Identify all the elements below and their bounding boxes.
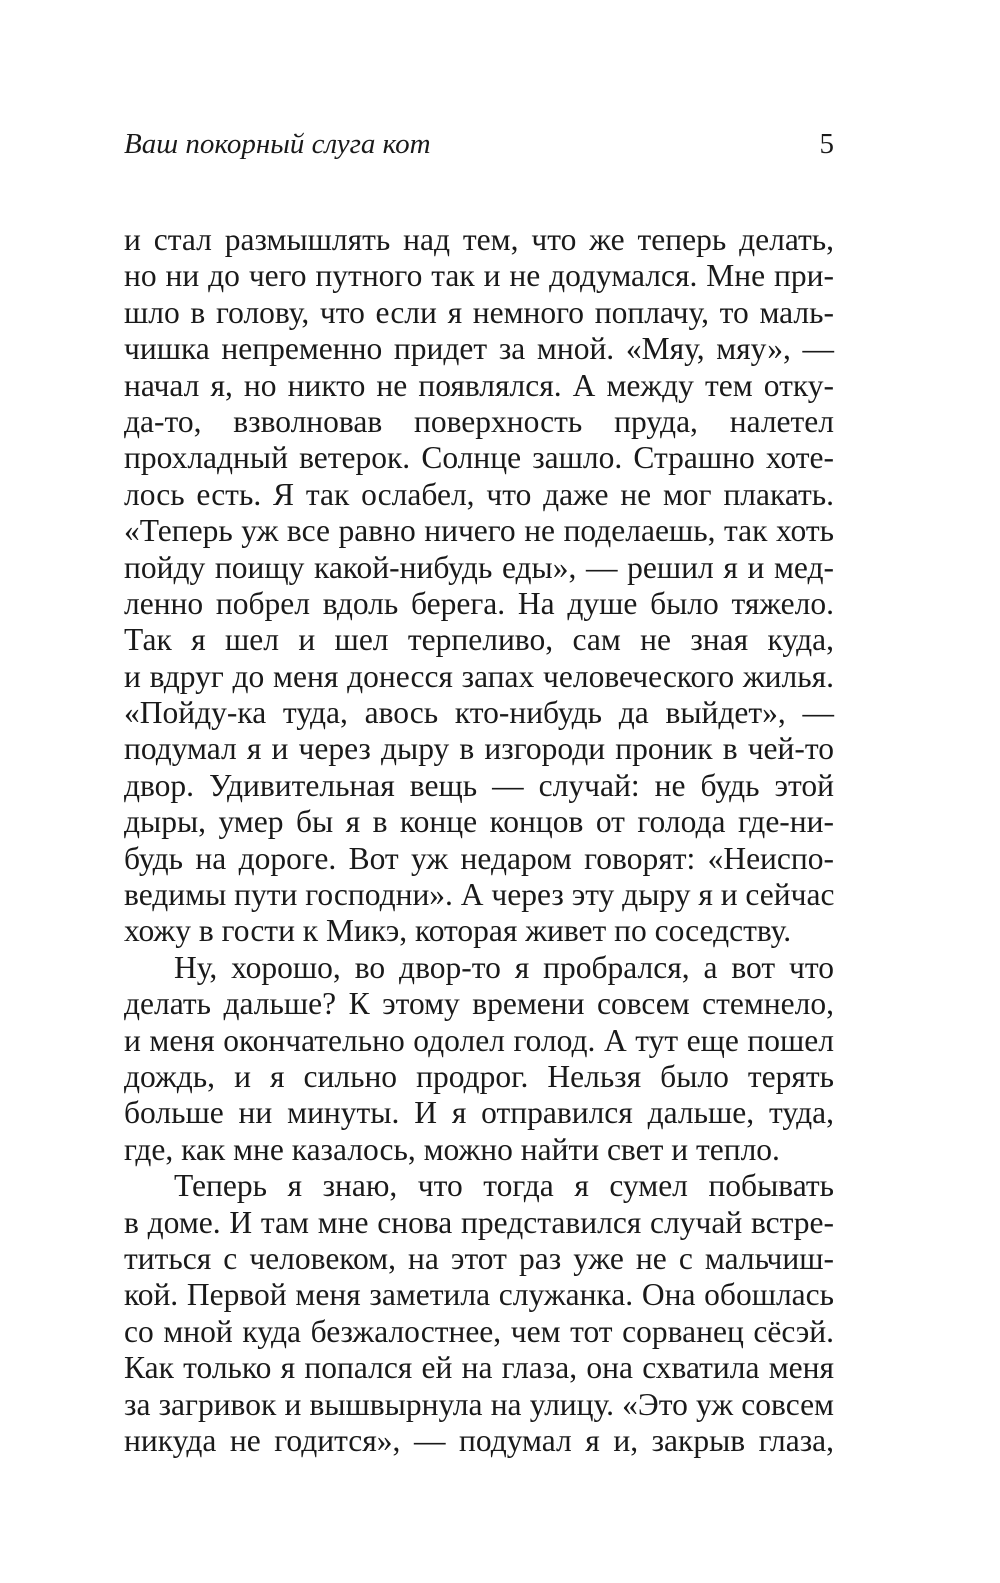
text-line: «Теперь уж все равно ничего не поделаешь, так хоть: [124, 513, 834, 549]
text-line: дождь, и я сильно продрог. Нельзя было терять: [124, 1058, 834, 1094]
text-line: пойду поищу какой-нибудь еды», — решил я и мед-: [124, 549, 834, 585]
text-line: и стал размышлять над тем, что же теперь делать,: [124, 222, 834, 257]
text-line: ленно побрел вдоль берега. На душе было тяжело.: [124, 585, 834, 621]
text-line: и вдруг до меня донесся запах человеческого жилья.: [124, 658, 834, 694]
text-line: со мной куда безжалостнее, чем тот сорванец сёсэй.: [124, 1313, 834, 1349]
body-text: [124, 222, 834, 1459]
text-line: но ни до чего путного так и не додумался. Мне при-: [124, 258, 834, 294]
text-line: начал я, но никто не появлялся. А между тем отку-: [124, 367, 834, 403]
text-line: да-то, взволновав поверхность пруда, налетел: [124, 403, 834, 439]
running-header: [124, 128, 834, 168]
text-line: Ну, хорошо, во двор-то я пробрался, а вот что: [174, 949, 834, 985]
text-line: Как только я попался ей на глаза, она схватила меня: [124, 1350, 834, 1386]
text-line: больше ни минуты. И я отправился дальше, туда,: [124, 1095, 834, 1131]
text-line: кой. Первой меня заметила служанка. Она обошлась: [124, 1277, 834, 1313]
text-line: прохладный ветерок. Солнце зашло. Страшно хоте-: [124, 440, 834, 476]
text-line: лось есть. Я так ослабел, что даже не мог плакать.: [124, 476, 834, 512]
text-line: за загривок и вышвырнула на улицу. «Это уж совсем: [124, 1386, 834, 1422]
text-line: подумал я и через дыру в изгороди проник в чей-то: [124, 731, 834, 767]
text-line: хожу в гости к Микэ, которая живет по соседству.: [124, 913, 792, 949]
text-line: будь на дороге. Вот уж недаром говорят: «Неиспо-: [124, 840, 834, 876]
running-title: Ваш покорный слуга кот: [124, 128, 431, 160]
text-line: делать дальше? К этому времени совсем стемнело,: [124, 986, 834, 1022]
text-line: шло в голову, что если я немного поплачу, то маль-: [124, 294, 834, 330]
text-line: дыры, умер бы я в конце концов от голода где-ни-: [124, 804, 834, 840]
text-line: в доме. И там мне снова представился случай встре-: [124, 1204, 834, 1240]
text-line: Теперь я знаю, что тогда я сумел побывать: [174, 1168, 834, 1204]
text-line: титься с человеком, на этот раз уже не с мальчиш-: [124, 1240, 834, 1276]
text-line: и меня окончательно одолел голод. А тут еще пошел: [124, 1022, 834, 1058]
text-line: двор. Удивительная вещь — случай: не будь этой: [124, 767, 834, 803]
text-line: ведимы пути господни». А через эту дыру я и сейчас: [124, 877, 835, 913]
page-number: 5: [819, 128, 834, 160]
text-line: чишка непременно придет за мной. «Мяу, мяу», —: [124, 331, 834, 367]
text-line: «Пойду-ка туда, авось кто-нибудь да выйдет», —: [124, 695, 834, 731]
text-line: где, как мне казалось, можно найти свет и тепло.: [124, 1131, 780, 1167]
text-line: Так я шел и шел терпеливо, сам не зная куда,: [124, 622, 834, 658]
text-line: никуда не годится», — подумал я и, закрыв глаза,: [124, 1422, 834, 1458]
